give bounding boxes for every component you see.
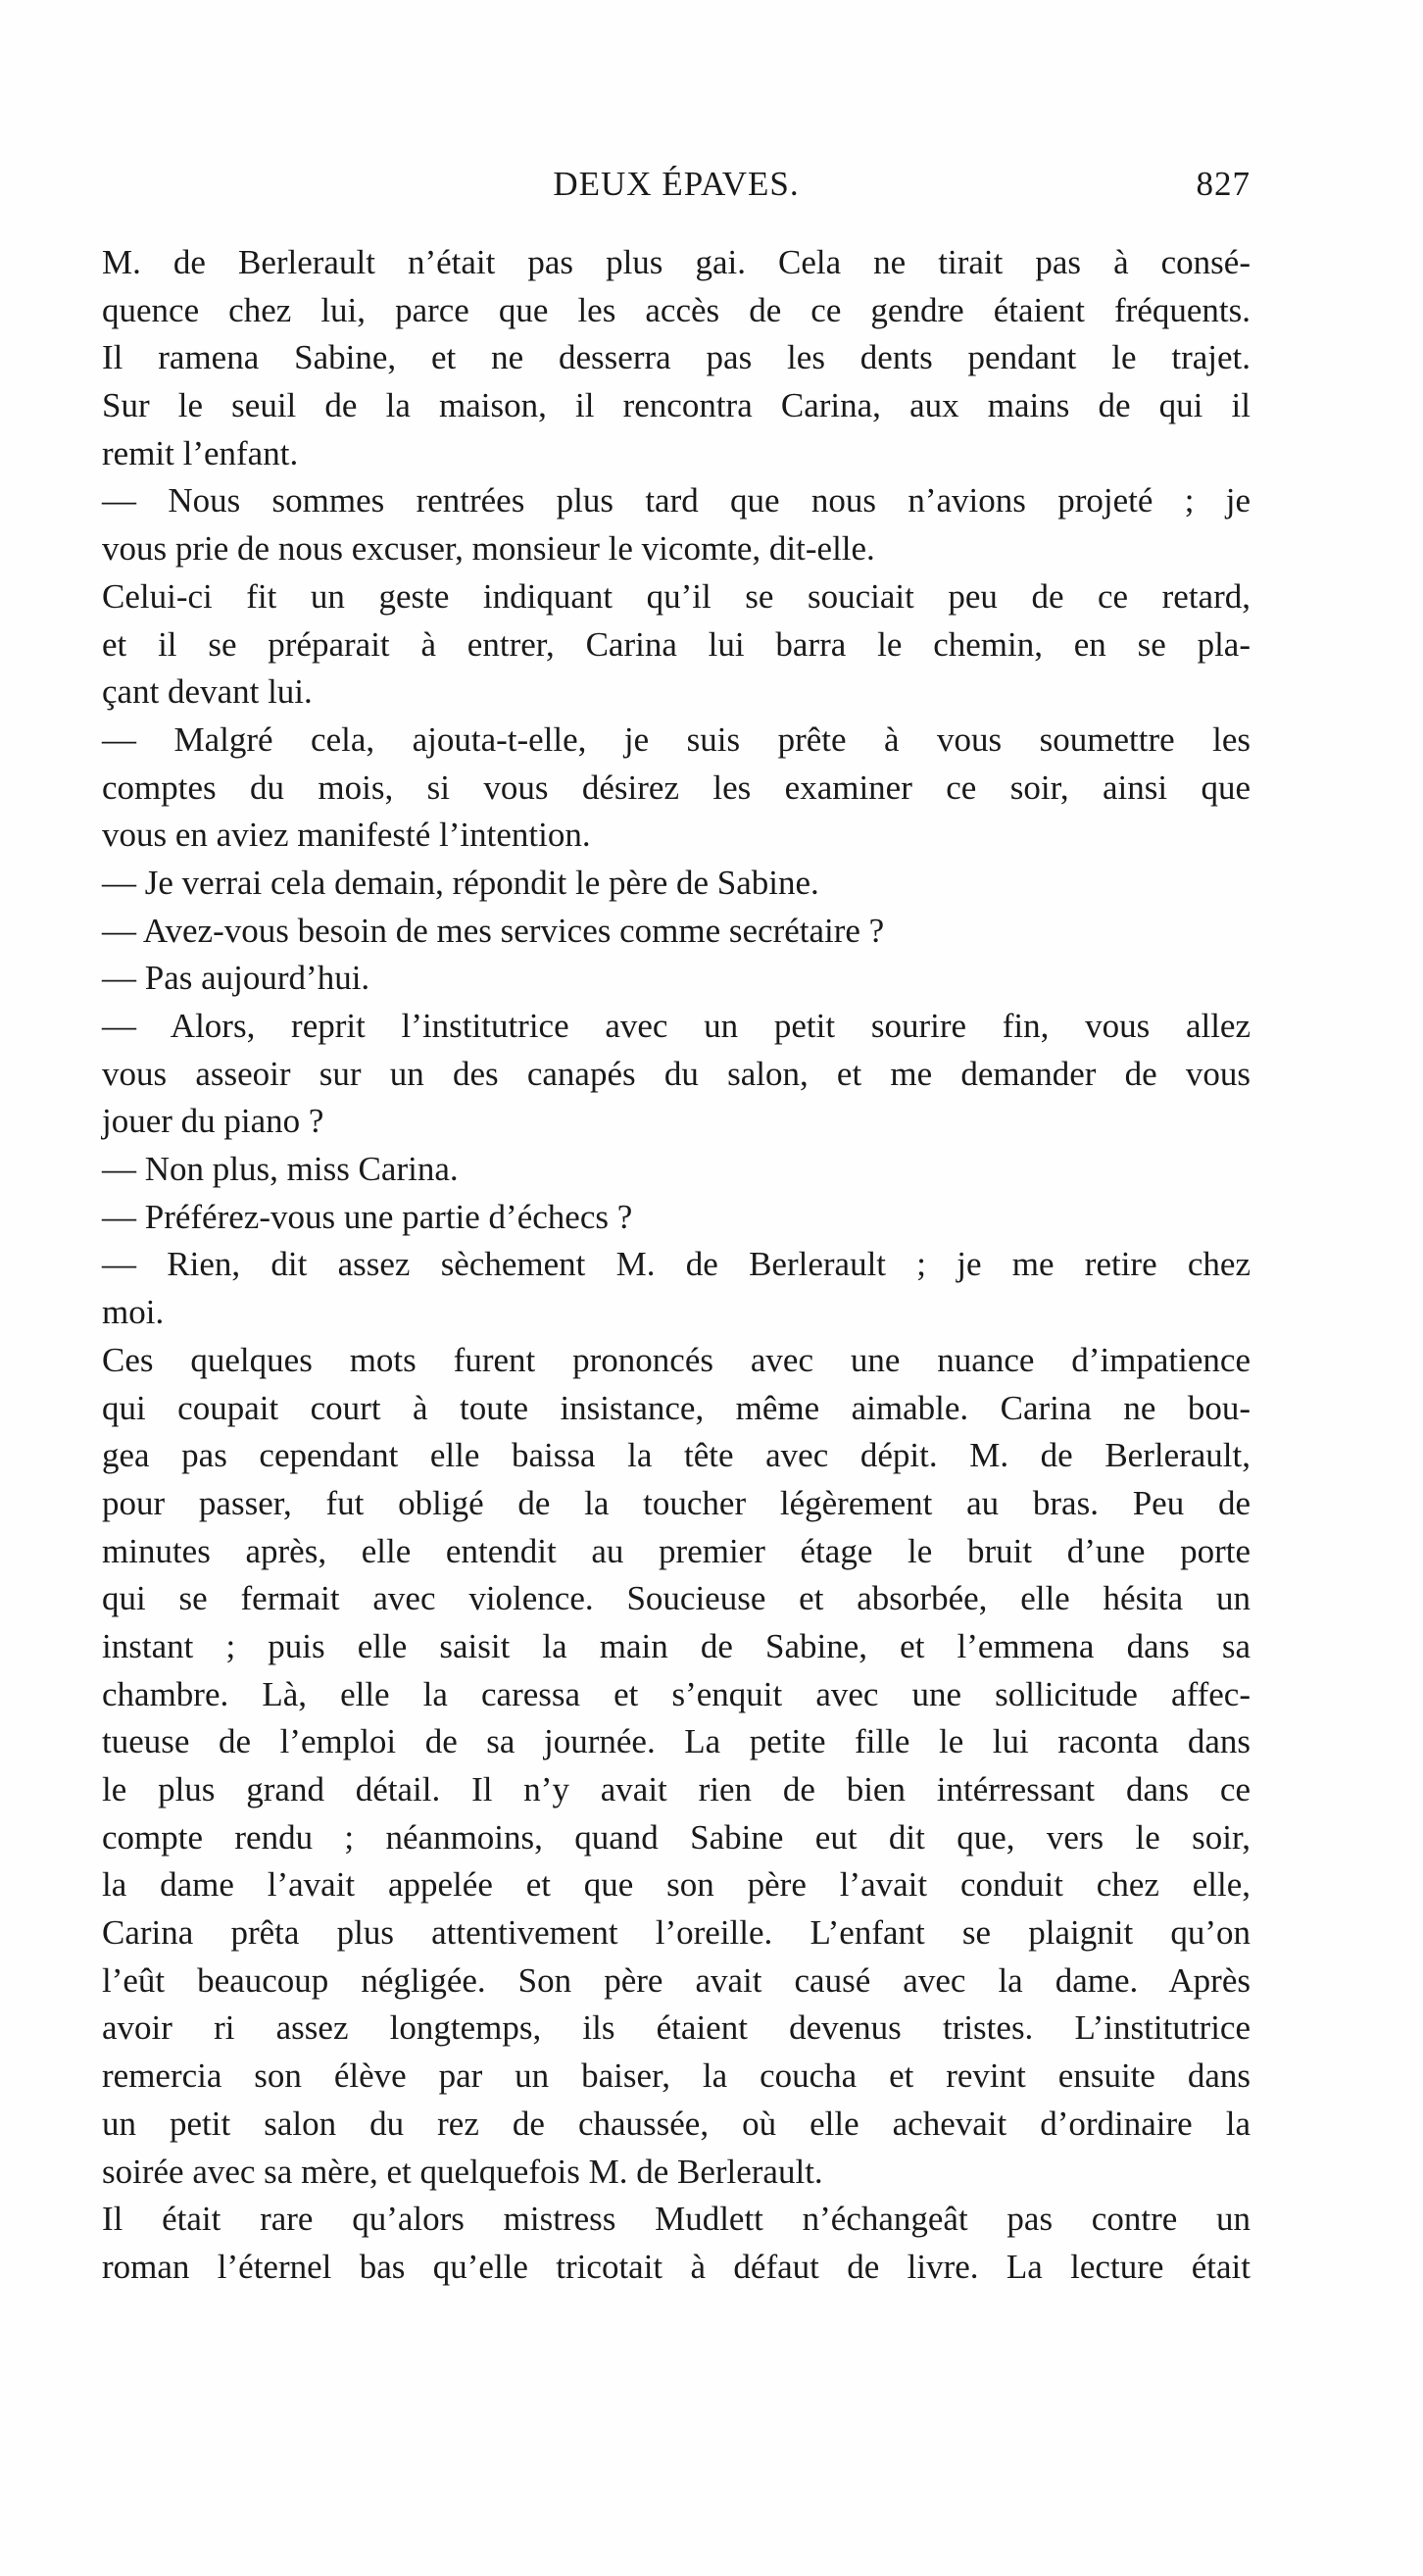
text-line: vous asseoir sur un des canapés du salon, et me demander de vous (102, 1054, 1251, 1093)
text-line: — Pas aujourd’hui. (102, 959, 370, 998)
text-line: — Alors, reprit l’institutrice avec un petit sourire fin, vous allez (102, 1007, 1251, 1045)
text-line: un petit salon du rez de chaussée, où elle achevait d’ordinaire la (102, 2104, 1251, 2143)
text-line: qui se fermait avec violence. Soucieuse et absorbée, elle hésita un (102, 1579, 1251, 1618)
text-line: remit l’enfant. (102, 433, 299, 472)
text-line: chambre. Là, elle la caressa et s’enquit avec une sollicitude affec- (102, 1674, 1251, 1713)
text-line: roman l’éternel bas qu’elle tricotait à défaut de livre. La lecture était (102, 2247, 1251, 2286)
running-title: DEUX ÉPAVES. (553, 165, 800, 203)
body-text (102, 239, 1251, 2292)
text-line: Sur le seuil de la maison, il rencontra Carina, aux mains de qui il (102, 386, 1251, 425)
text-line: Ces quelques mots furent prononcés avec une nuance d’impatience (102, 1340, 1251, 1379)
text-line: tueuse de l’emploi de sa journée. La petite fille le lui raconta dans (102, 1722, 1251, 1761)
text-line: l’eût beaucoup négligée. Son père avait causé avec la dame. Après (102, 1960, 1251, 2000)
text-line: Il était rare qu’alors mistress Mudlett n’échangeât pas contre un (102, 2200, 1251, 2239)
text-line: Carina prêta plus attentivement l’oreille. L’enfant se plaignit qu’on (102, 1913, 1251, 1953)
text-line: — Je verrai cela demain, répondit le père de Sabine. (102, 863, 819, 902)
text-line: le plus grand détail. Il n’y avait rien de bien intérressant dans ce (102, 1770, 1251, 1808)
text-line: — Nous sommes rentrées plus tard que nous n’avions projeté ; je (102, 481, 1251, 520)
text-line: minutes après, elle entendit au premier étage le bruit d’une porte (102, 1531, 1251, 1570)
text-line: — Malgré cela, ajouta-t-elle, je suis prête à vous soumettre les (102, 719, 1251, 759)
text-line: instant ; puis elle saisit la main de Sabine, et l’emmena dans sa (102, 1626, 1251, 1665)
page-header (102, 165, 1251, 214)
text-line: la dame l’avait appelée et que son père l’avait conduit chez elle, (102, 1865, 1251, 1905)
text-line: vous en aviez manifesté l’intention. (102, 816, 591, 855)
text-line: remercia son élève par un baiser, la coucha et revint ensuite dans (102, 2056, 1251, 2096)
text-line: qui coupait court à toute insistance, même aimable. Carina ne bou- (102, 1388, 1251, 1427)
text-line: M. de Berlerault n’était pas plus gai. Cela ne tirait pas à consé- (102, 243, 1251, 281)
text-line: Il ramena Sabine, et ne desserra pas les dents pendant le trajet. (102, 338, 1251, 377)
text-line: soirée avec sa mère, et quelquefois M. de Berlerault. (102, 2152, 823, 2191)
text-line: quence chez lui, parce que les accès de ce gendre étaient fréquents. (102, 290, 1251, 329)
text-line: et il se préparait à entrer, Carina lui barra le chemin, en se pla- (102, 624, 1251, 664)
text-line: moi. (102, 1293, 165, 1332)
text-line: jouer du piano ? (102, 1102, 324, 1141)
text-line: compte rendu ; néanmoins, quand Sabine eut dit que, vers le soir, (102, 1817, 1251, 1857)
text-line: vous prie de nous excuser, monsieur le vicomte, dit-elle. (102, 529, 875, 569)
text-line: çant devant lui. (102, 672, 313, 712)
page-number: 827 (1196, 165, 1251, 203)
text-line: — Rien, dit assez sèchement M. de Berlerault ; je me retire chez (102, 1245, 1251, 1284)
text-line: avoir ri assez longtemps, ils étaient devenus tristes. L’institutrice (102, 2008, 1251, 2048)
text-line: pour passer, fut obligé de la toucher légèrement au bras. Peu de (102, 1483, 1251, 1522)
text-line: — Préférez-vous une partie d’échecs ? (102, 1197, 633, 1236)
text-line: — Avez-vous besoin de mes services comme secrétaire ? (102, 911, 885, 950)
text-line: Celui-ci fit un geste indiquant qu’il se souciait peu de ce retard, (102, 576, 1251, 616)
text-line: — Non plus, miss Carina. (102, 1150, 459, 1189)
text-line: gea pas cependant elle baissa la tête avec dépit. M. de Berlerault, (102, 1436, 1251, 1475)
text-line: comptes du mois, si vous désirez les examiner ce soir, ainsi que (102, 768, 1251, 807)
